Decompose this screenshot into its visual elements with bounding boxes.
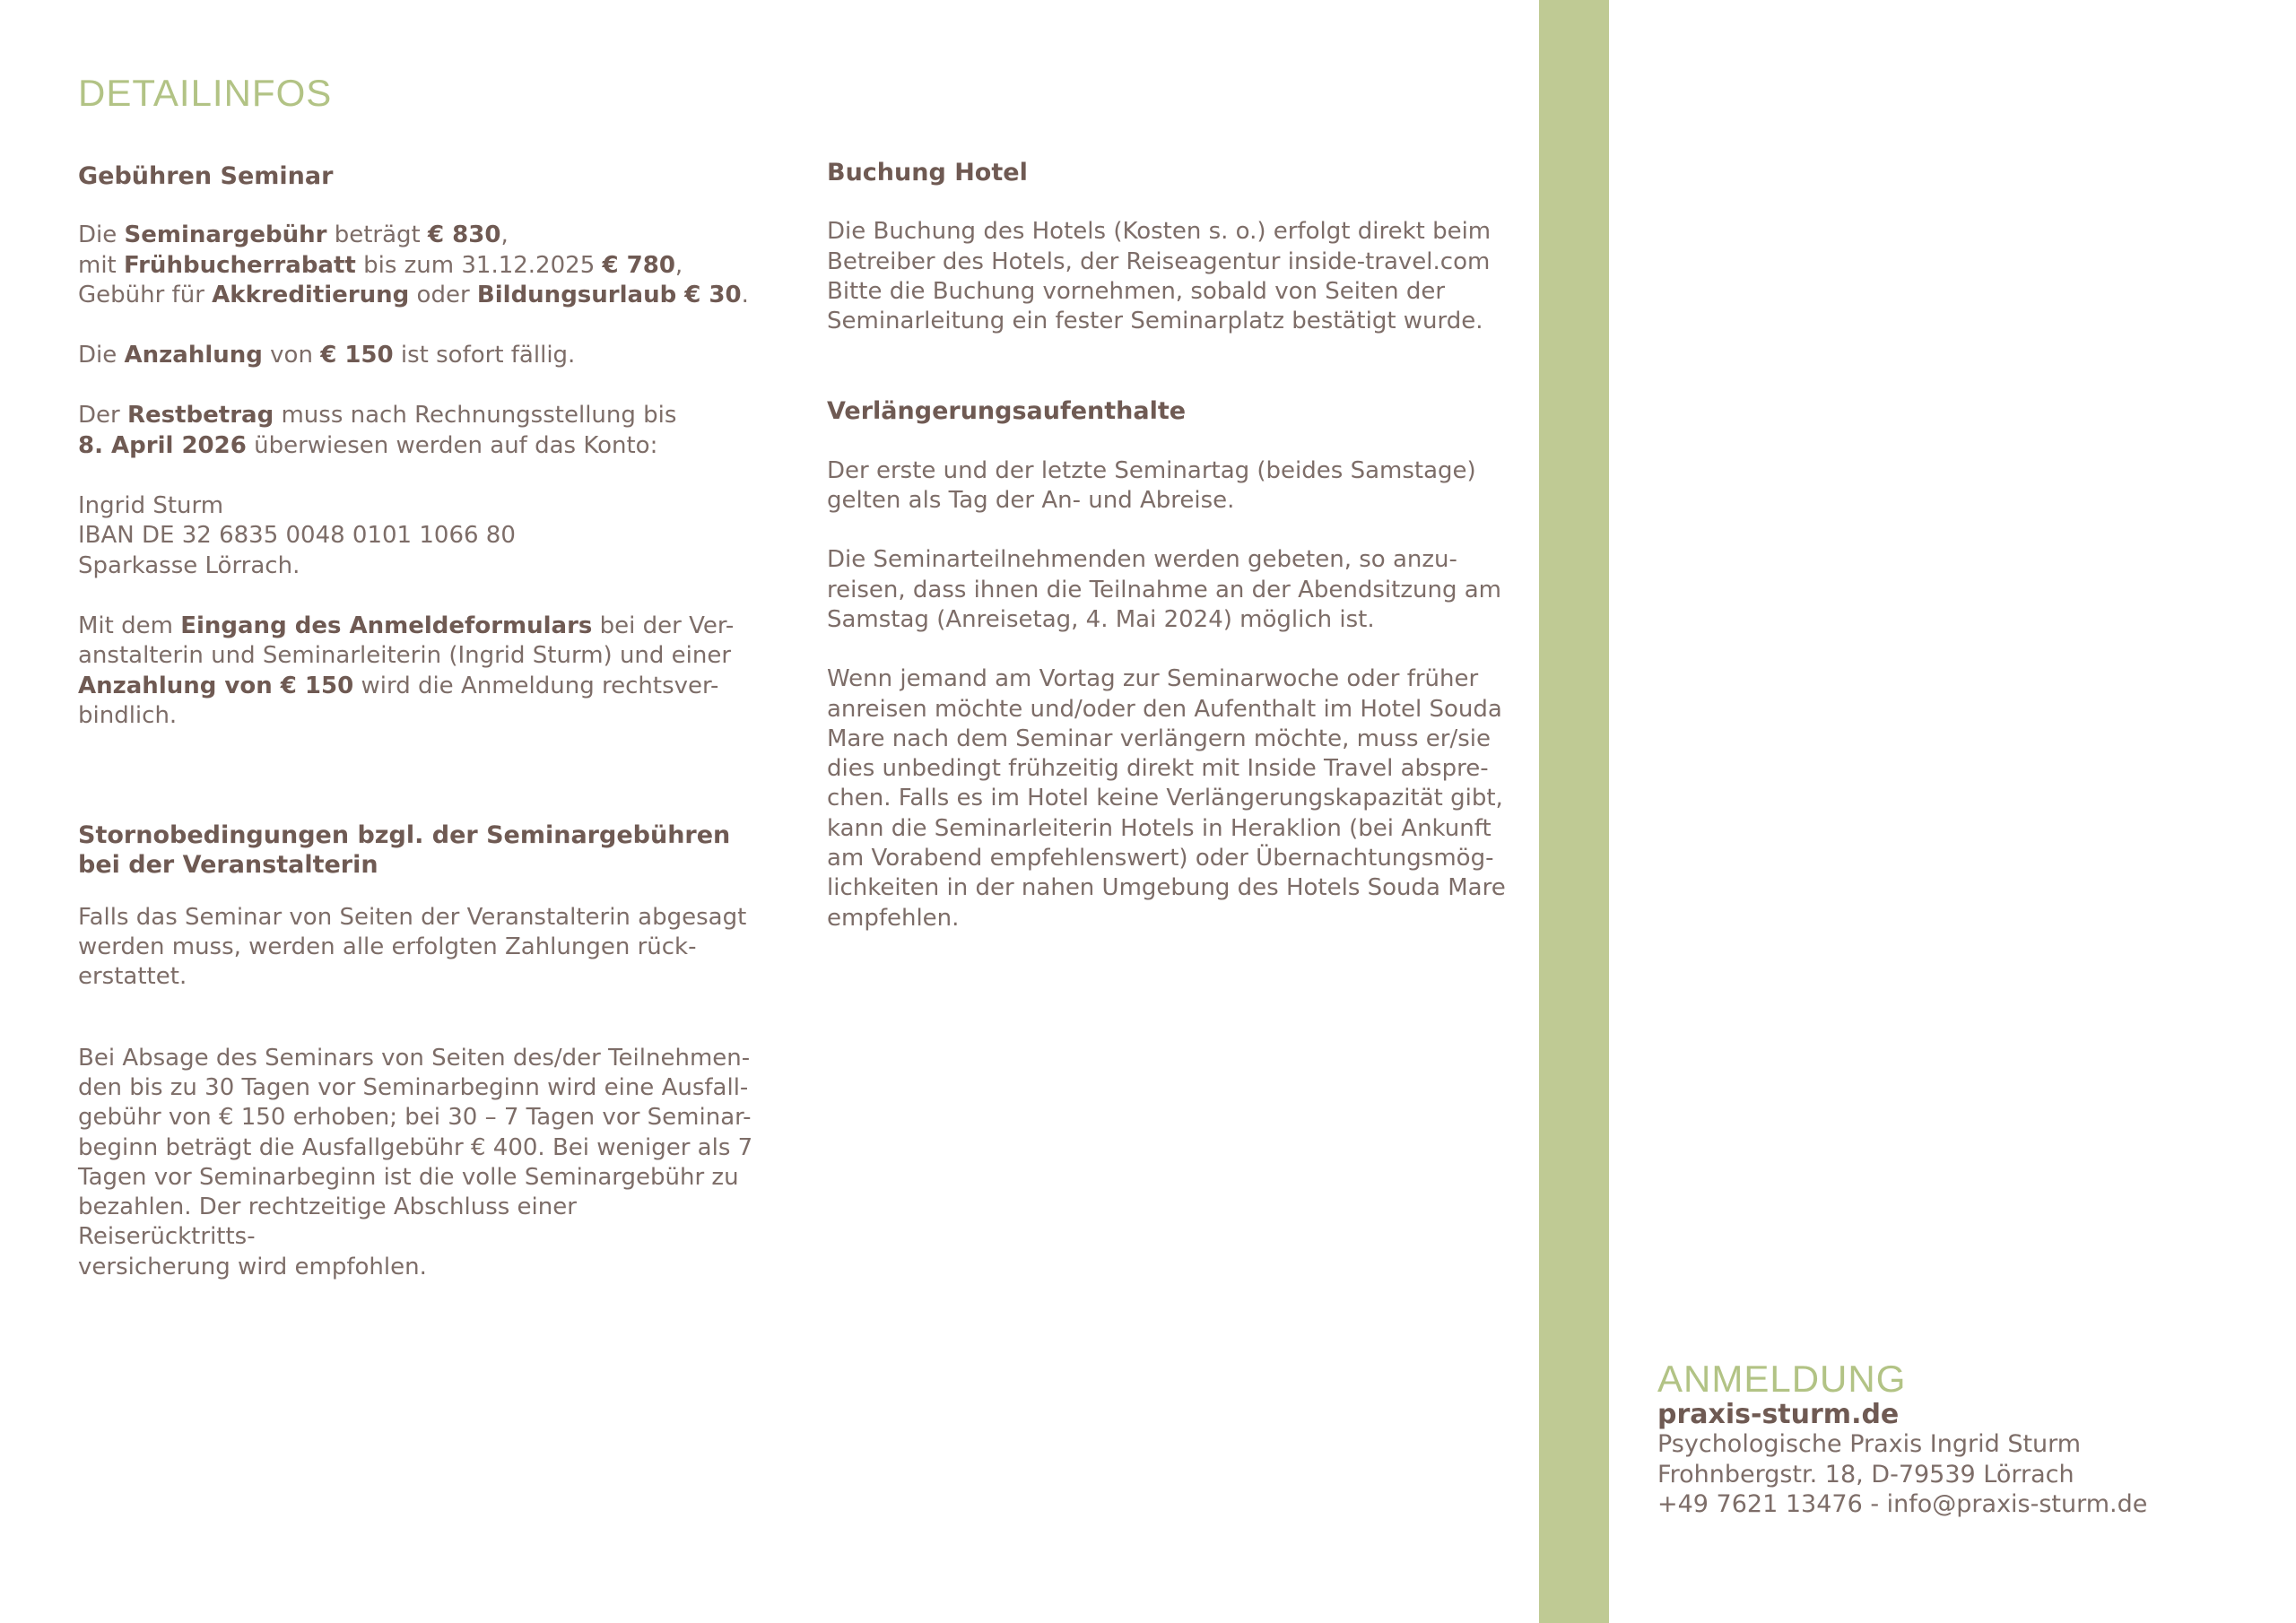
ext-p2-line: Die Seminarteilnehmenden werden gebeten, so anzu- [827,546,1457,574]
practice-name: Psychologische Praxis Ingrid Sturm [1657,1430,2082,1459]
practice-contact: +49 7621 13476 - info@praxis-sturm.de [1657,1489,2148,1518]
ext-p3-line: anreisen möchte und/oder den Aufenthalt im Hotel Souda [827,695,1502,723]
storno-heading-1: Stornobedingungen bzgl. der Seminargebühren [78,821,731,850]
ext-p3-line: lichkeiten in der nahen Umgebung des Hotels Souda Mare [827,874,1506,902]
binding-line-4: bindlich. [78,701,178,729]
hotel-line: Betreiber des Hotels, der Reiseagentur inside-travel.com [827,247,1491,275]
registration-title: ANMELDUNG [1657,1358,1907,1400]
practice-address: Frohnbergstr. 18, D-79539 Lörrach [1657,1460,2074,1488]
ext-p1-line: Der erste und der letzte Seminartag (beides Samstage) [827,456,1476,484]
storno-p1-line: erstattet. [78,963,187,991]
fees-line-1: Die Seminargebühr beträgt € 830, [78,221,509,249]
storno-p2-line: versicherung wird empfohlen. [78,1253,427,1280]
fees-line-3: Gebühr für Akkreditierung oder Bildungsurlaub € 30. [78,281,749,308]
extension-heading: Verlängerungsaufenthalte [827,397,1187,426]
account-name: Ingrid Sturm [78,492,224,520]
page-title: DETAILINFOS [78,72,333,114]
middle-column [827,158,1509,933]
website-link[interactable]: praxis-sturm.de [1657,1399,1900,1430]
ext-p2-line: reisen, dass ihnen die Teilnahme an der Abendsitzung am [827,576,1501,603]
ext-p3-line: Wenn jemand am Vortag zur Seminarwoche oder früher [827,665,1479,693]
hotel-line: Bitte die Buchung vornehmen, sobald von Seiten der [827,277,1446,305]
registration-block [1657,1358,2285,1519]
storno-p2-line: bezahlen. Der rechtzeitige Abschluss einer Reiserücktritts- [78,1193,577,1251]
rest-line-1: Der Restbetrag muss nach Rechnungsstellung bis [78,402,677,430]
ext-p3-line: Mare nach dem Seminar verlängern möchte, muss er/sie [827,725,1491,752]
storno-p2-line: den bis zu 30 Tagen vor Seminarbeginn wird eine Ausfall- [78,1073,749,1101]
account-iban: IBAN DE 32 6835 0048 0101 1066 80 [78,522,516,550]
hotel-heading: Buchung Hotel [827,159,1028,187]
binding-line-3: Anzahlung von € 150 wird die Anmeldung rechtsver- [78,672,719,699]
ext-p3-line: empfehlen. [827,904,960,932]
fees-heading: Gebühren Seminar [78,162,334,190]
storno-p1-line: werden muss, werden alle erfolgten Zahlungen rück- [78,933,697,961]
storno-p2-line: gebühr von € 150 erhoben; bei 30 – 7 Tagen vor Seminar- [78,1104,752,1132]
binding-line-1: Mit dem Eingang des Anmeldeformulars bei der Ver- [78,612,735,639]
storno-heading-2: bei der Veranstalterin [78,851,378,880]
binding-line-2: anstalterin und Seminarleiterin (Ingrid Sturm) und einer [78,642,732,670]
green-divider-bar [1539,0,1609,1623]
hotel-line: Die Buchung des Hotels (Kosten s. o.) erfolgt direkt beim [827,218,1492,246]
ext-p3-line: am Vorabend empfehlenswert) oder Übernachtungsmög- [827,845,1494,872]
rest-line-2: 8. April 2026 überwiesen werden auf das Konto: [78,431,658,459]
hotel-line: Seminarleitung ein fester Seminarplatz bestätigt wurde. [827,308,1483,335]
storno-p2-line: Tagen vor Seminarbeginn ist die volle Seminargebühr zu [78,1163,739,1191]
ext-p3-line: chen. Falls es im Hotel keine Verlängerungskapazität gibt, [827,785,1503,812]
storno-p2-line: beginn beträgt die Ausfallgebühr € 400. Bei weniger als 7 [78,1133,753,1161]
ext-p3-line: dies unbedingt frühzeitig direkt mit Inside Travel abspre- [827,755,1489,783]
fees-line-2: mit Frühbucherrabatt bis zum 31.12.2025 € 780, [78,251,683,279]
storno-p1-line: Falls das Seminar von Seiten der Veranstalterin abgesagt [78,903,747,931]
ext-p3-line: kann die Seminarleiterin Hotels in Heraklion (bei Ankunft [827,814,1492,842]
account-bank: Sparkasse Lörrach. [78,551,300,579]
deposit-line: Die Anzahlung von € 150 ist sofort fällig. [78,342,576,369]
ext-p2-line: Samstag (Anreisetag, 4. Mai 2024) möglich ist. [827,605,1375,633]
left-column [78,161,760,1282]
storno-p2-line: Bei Absage des Seminars von Seiten des/der Teilnehmen- [78,1044,751,1072]
ext-p1-line: gelten als Tag der An- und Abreise. [827,487,1235,515]
